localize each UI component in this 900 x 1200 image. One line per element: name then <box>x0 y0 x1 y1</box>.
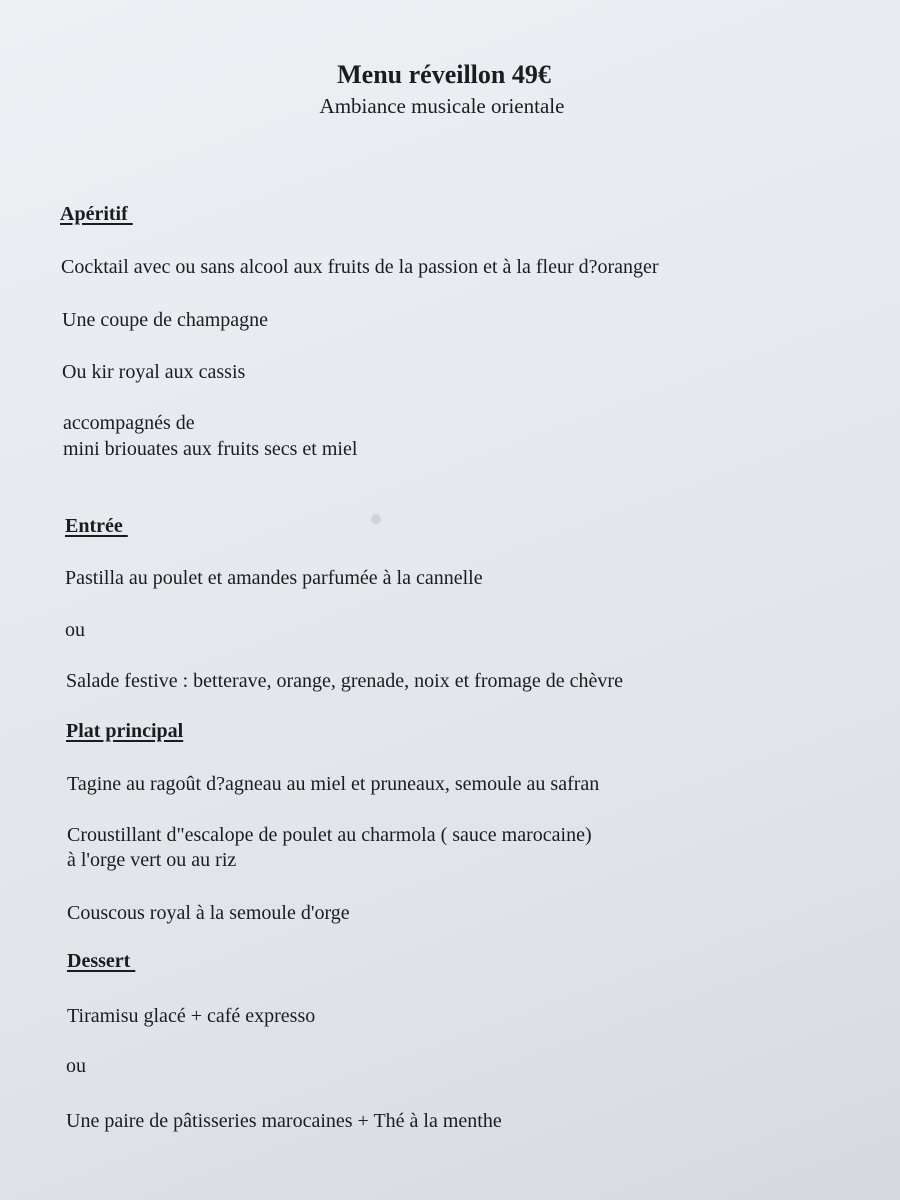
menu-item: Une coupe de champagne <box>62 309 269 331</box>
menu-item: Ou kir royal aux cassis <box>62 361 246 383</box>
page-title: Menu réveillon 49€ <box>337 60 551 89</box>
menu-item: Couscous royal à la semoule d'orge <box>67 902 350 924</box>
menu-item: accompagnés de <box>63 412 195 434</box>
menu-item: mini briouates aux fruits secs et miel <box>63 438 358 460</box>
section-heading-dessert: Dessert <box>67 950 136 972</box>
menu-item: Salade festive : betterave, orange, grenade, noix et fromage de chèvre <box>66 670 623 692</box>
menu-item: Croustillant d"escalope de poulet au charmola ( sauce marocaine) <box>67 824 592 846</box>
menu-item: ou <box>66 1055 86 1077</box>
menu-item: Pastilla au poulet et amandes parfumée à la cannelle <box>65 567 483 589</box>
menu-item: Tagine au ragoût d?agneau au miel et pruneaux, semoule au safran <box>67 773 600 795</box>
menu-item: à l'orge vert ou au riz <box>67 849 237 871</box>
menu-item: Une paire de pâtisseries marocaines + Thé à la menthe <box>66 1110 502 1132</box>
menu-item: Tiramisu glacé + café expresso <box>67 1005 316 1027</box>
page-subtitle: Ambiance musicale orientale <box>319 94 565 118</box>
paper-speck <box>371 514 381 524</box>
section-heading-aperitif: Apéritif <box>60 203 133 225</box>
section-heading-entree: Entrée <box>65 515 128 537</box>
section-heading-plat-principal: Plat principal <box>66 720 184 742</box>
menu-item: Cocktail avec ou sans alcool aux fruits de la passion et à la fleur d?oranger <box>61 256 659 278</box>
menu-item: ou <box>65 619 85 641</box>
